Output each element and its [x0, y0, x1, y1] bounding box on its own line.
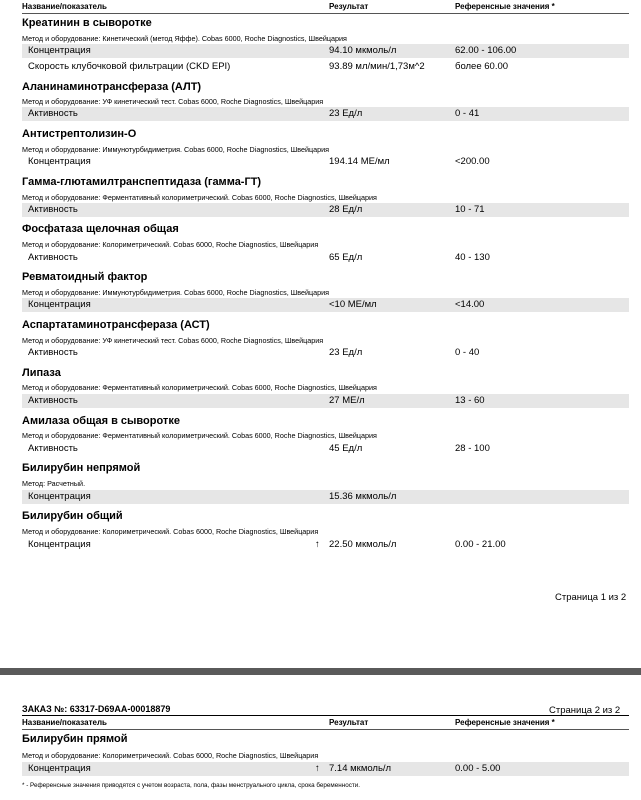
result-row	[22, 394, 629, 408]
test-title: Липаза	[22, 367, 61, 379]
test-method: Метод и оборудование: Ферментативный колориметрический. Cobas 6000, Roche Diagnostics, Швейцария	[22, 193, 377, 202]
column-header-name: Название/показатель	[22, 2, 107, 11]
reference-range: 0 - 40	[455, 347, 480, 358]
parameter-name: Скорость клубочковой фильтрации (CKD EPI)	[28, 61, 231, 72]
result-value: 65 Ед/л	[329, 252, 363, 263]
order-divider	[22, 715, 629, 716]
result-row	[22, 538, 629, 552]
result-row	[22, 44, 629, 58]
reference-range: 62.00 - 106.00	[455, 45, 517, 56]
result-row	[22, 762, 629, 776]
reference-range: 40 - 130	[455, 252, 490, 263]
parameter-name: Концентрация	[28, 156, 91, 167]
result-value: 194.14 МЕ/мл	[329, 156, 390, 167]
reference-range: 0 - 41	[455, 108, 480, 119]
page-number: Страница 1 из 2	[555, 592, 627, 603]
parameter-name: Активность	[28, 347, 78, 358]
test-title: Антистрептолизин-О	[22, 128, 137, 140]
reference-range: <200.00	[455, 156, 490, 167]
high-flag-arrow-icon: ↑	[315, 539, 320, 550]
test-method: Метод и оборудование: Ферментативный колориметрический. Cobas 6000, Roche Diagnostics, Швейцария	[22, 383, 377, 392]
header-divider	[22, 13, 629, 14]
reference-range: 13 - 60	[455, 395, 485, 406]
parameter-name: Концентрация	[28, 491, 91, 502]
header-divider	[22, 729, 629, 730]
test-title: Амилаза общая в сыворотке	[22, 415, 180, 427]
reference-range: 0.00 - 21.00	[455, 539, 506, 550]
test-title: Креатинин в сыворотке	[22, 17, 152, 29]
result-value: 27 МЕ/л	[329, 395, 365, 406]
reference-range: <14.00	[455, 299, 485, 310]
result-value: 45 Ед/л	[329, 443, 363, 454]
high-flag-arrow-icon: ↑	[315, 763, 320, 774]
parameter-name: Концентрация	[28, 299, 91, 310]
parameter-name: Активность	[28, 395, 78, 406]
test-title: Билирубин прямой	[22, 733, 128, 745]
parameter-name: Активность	[28, 204, 78, 215]
reference-footnote: * - Референсные значения приводятся с учетом возраста, пола, фазы менструального цикла, срока беременности.	[22, 782, 361, 789]
test-method: Метод и оборудование: Колориметрический. Cobas 6000, Roche Diagnostics, Швейцария	[22, 240, 319, 249]
reference-range: 0.00 - 5.00	[455, 763, 501, 774]
parameter-name: Концентрация	[28, 45, 91, 56]
result-row	[22, 251, 629, 265]
result-value: <10 МЕ/мл	[329, 299, 377, 310]
reference-range: более 60.00	[455, 61, 509, 72]
page-separator	[0, 668, 641, 675]
reference-range: 28 - 100	[455, 443, 490, 454]
parameter-name: Активность	[28, 252, 78, 263]
test-method: Метод и оборудование: Иммунотурбидиметрия. Cobas 6000, Roche Diagnostics, Швейцария	[22, 145, 330, 154]
result-row	[22, 107, 629, 121]
result-row	[22, 442, 629, 456]
test-method: Метод и оборудование: Кинетический (метод Яффе). Cobas 6000, Roche Diagnostics, Швейцария	[22, 34, 347, 43]
test-title: Ревматоидный фактор	[22, 271, 148, 283]
result-value: 94.10 мкмоль/л	[329, 45, 397, 56]
test-title: Билирубин общий	[22, 510, 123, 522]
result-row	[22, 155, 629, 169]
test-title: Аспартатаминотрансфераза (АСТ)	[22, 319, 210, 331]
result-value: 28 Ед/л	[329, 204, 363, 215]
result-row	[22, 203, 629, 217]
parameter-name: Концентрация	[28, 763, 91, 774]
test-method: Метод и оборудование: Иммунотурбидиметрия. Cobas 6000, Roche Diagnostics, Швейцария	[22, 288, 330, 297]
test-title: Гамма-глютамилтранспептидаза (гамма-ГТ)	[22, 176, 262, 188]
result-row	[22, 298, 629, 312]
column-header-name: Название/показатель	[22, 718, 107, 727]
test-method: Метод и оборудование: Колориметрический. Cobas 6000, Roche Diagnostics, Швейцария	[22, 751, 319, 760]
result-value: 7.14 мкмоль/л	[329, 763, 392, 774]
parameter-name: Активность	[28, 108, 78, 119]
column-header-reference: Референсные значения *	[455, 718, 555, 727]
page-number: Страница 2 из 2	[549, 705, 621, 716]
parameter-name: Активность	[28, 443, 78, 454]
test-method: Метод и оборудование: Колориметрический. Cobas 6000, Roche Diagnostics, Швейцария	[22, 527, 319, 536]
result-value: 22.50 мкмоль/л	[329, 539, 397, 550]
test-title: Билирубин непрямой	[22, 462, 141, 474]
result-value: 23 Ед/л	[329, 108, 363, 119]
column-header-result: Результат	[329, 2, 369, 11]
result-value: 93.89 мл/мин/1,73м^2	[329, 61, 425, 72]
test-title: Аланинаминотрансфераза (АЛТ)	[22, 81, 202, 93]
parameter-name: Концентрация	[28, 539, 91, 550]
test-method: Метод: Расчетный.	[22, 479, 86, 488]
test-method: Метод и оборудование: Ферментативный колориметрический. Cobas 6000, Roche Diagnostics, Швейцария	[22, 431, 377, 440]
order-number: ЗАКАЗ №: 63317-D69AA-00018879	[22, 704, 171, 714]
result-value: 23 Ед/л	[329, 347, 363, 358]
test-method: Метод и оборудование: УФ кинетический тест. Cobas 6000, Roche Diagnostics, Швейцария	[22, 336, 324, 345]
test-title: Фосфатаза щелочная общая	[22, 223, 179, 235]
result-value: 15.36 мкмоль/л	[329, 491, 397, 502]
result-row	[22, 60, 629, 74]
result-row	[22, 346, 629, 360]
column-header-reference: Референсные значения *	[455, 2, 555, 11]
reference-range: 10 - 71	[455, 204, 485, 215]
test-method: Метод и оборудование: УФ кинетический тест. Cobas 6000, Roche Diagnostics, Швейцария	[22, 97, 324, 106]
result-row	[22, 490, 629, 504]
column-header-result: Результат	[329, 718, 369, 727]
